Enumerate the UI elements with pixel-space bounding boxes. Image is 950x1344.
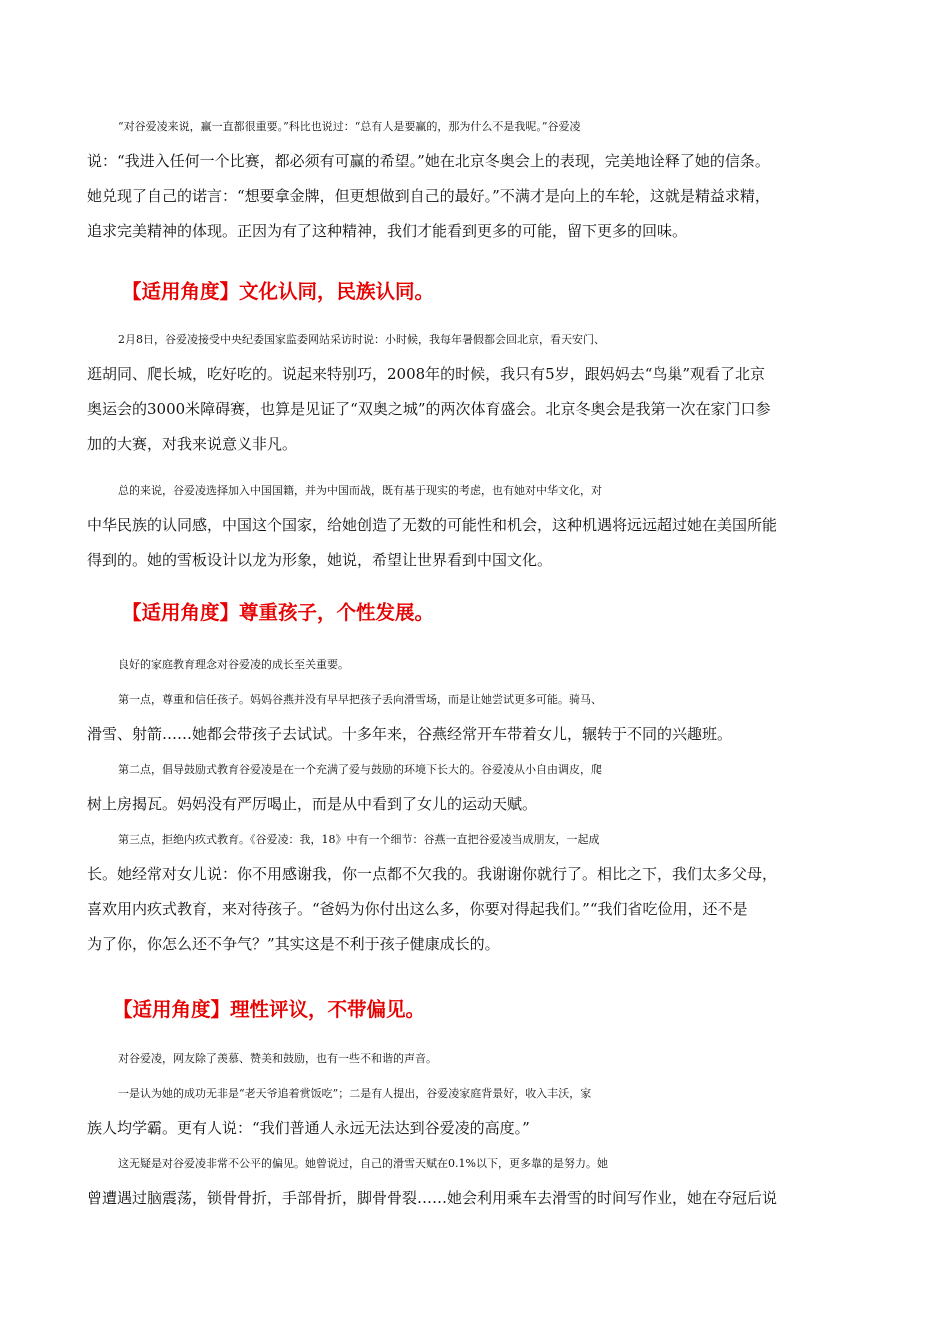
text-line: 滑雪、射箭……她都会带孩子去试试。十多年来，谷燕经常开车带着女儿，辗转于不同的兴趣班。 <box>87 725 733 743</box>
paragraph-perfection <box>87 109 864 249</box>
text-line: 中华民族的认同感，中国这个国家，给她创造了无数的可能性和机会，这种机遇将远远超过她在美国所能 <box>87 516 778 534</box>
text-line: 树上房揭瓦。妈妈没有严厉喝止，而是从中看到了女儿的运动天赋。 <box>87 795 538 813</box>
text-line: 长。她经常对女儿说：你不用感谢我，你一点都不欠我的。我谢谢你就行了。相比之下，我们太多父母， <box>87 865 778 883</box>
text-line: 这无疑是对谷爱凌非常不公平的偏见。她曾说过，自己的滑雪天赋在0.1%以下，更多靠的是努力。她 <box>118 1157 608 1170</box>
text-line: 追求完美精神的体现。正因为有了这种精神，我们才能看到更多的可能，留下更多的回味。 <box>87 222 688 240</box>
text-line: 第三点，拒绝内疚式教育。《谷爱凌：我，18》中有一个细节：谷燕一直把谷爱凌当成朋友，一起成 <box>118 833 600 846</box>
text-line: 逛胡同、爬长城，吃好吃的。说起来特别巧，2008年的时候，我只有5岁，跟妈妈去“鸟巢”观看了北京 <box>87 365 766 383</box>
text-line: 2月8日，谷爱凌接受中央纪委国家监委网站采访时说：小时候，我每年暑假都会回北京，看天安门、 <box>118 333 605 346</box>
text-line: 加的大赛，对我来说意义非凡。 <box>87 435 298 453</box>
text-line: 总的来说，谷爱凌选择加入中国国籍，并为中国而战，既有基于现实的考虑，也有她对中华文化，对 <box>118 484 602 497</box>
section-heading-cultural-identity: 【适用角度】文化认同，民族认同。 <box>122 280 435 303</box>
paragraph-family-education <box>87 647 864 962</box>
section-heading-rational-comment: 【适用角度】理性评议，不带偏见。 <box>113 998 426 1021</box>
text-line: 喜欢用内疚式教育，来对待孩子。“爸妈为你付出这么多，你要对得起我们。”“我们省吃俭用，还不是 <box>87 900 748 918</box>
text-line: 良好的家庭教育理念对谷爱凌的成长至关重要。 <box>118 658 349 671</box>
text-line: 第一点，尊重和信任孩子。妈妈谷燕并没有早早把孩子丢向滑雪场，而是让她尝试更多可能。骑马、 <box>118 693 602 706</box>
text-line: 族人均学霸。更有人说：“我们普通人永远无法达到谷爱凌的高度。” <box>87 1119 530 1137</box>
text-line: 为了你，你怎么还不争气？”其实这是不利于孩子健康成长的。 <box>87 935 500 953</box>
paragraph-prejudice <box>87 1041 864 1216</box>
section-heading-respect-children: 【适用角度】尊重孩子，个性发展。 <box>122 601 435 624</box>
text-line: 一是认为她的成功无非是“老天爷追着赏饭吃”；二是有人提出，谷爱凌家庭背景好，收入丰沃，家 <box>118 1087 592 1100</box>
text-line: 第二点，倡导鼓励式教育谷爱凌是在一个充满了爱与鼓励的环境下长大的。谷爱凌从小自由调皮，爬 <box>118 763 602 776</box>
text-line: 对谷爱凌，网友除了羡慕、赞美和鼓励，也有一些不和谐的声音。 <box>118 1052 437 1065</box>
paragraph-beijing-memories <box>87 322 864 462</box>
text-line: 奥运会的3000米障碍赛，也算是见证了“双奥之城”的两次体育盛会。北京冬奥会是我第一次在家门口参 <box>87 400 771 418</box>
text-line: 她兑现了自己的诺言：“想要拿金牌，但更想做到自己的最好。”不满才是向上的车轮，这就是精益求精， <box>87 187 770 205</box>
paragraph-nationality-choice <box>87 473 864 578</box>
text-line: “对谷爱凌来说，赢一直都很重要。”科比也说过：“总有人是要赢的，那为什么不是我呢。”谷爱凌 <box>118 120 581 133</box>
text-line: 曾遭遇过脑震荡，锁骨骨折，手部骨折，脚骨骨裂……她会利用乘车去滑雪的时间写作业，她在夺冠后说 <box>87 1189 778 1207</box>
text-line: 说：“我进入任何一个比赛，都必须有可赢的希望。”她在北京冬奥会上的表现，完美地诠释了她的信条。 <box>87 152 770 170</box>
text-line: 得到的。她的雪板设计以龙为形象，她说，希望让世界看到中国文化。 <box>87 551 553 569</box>
